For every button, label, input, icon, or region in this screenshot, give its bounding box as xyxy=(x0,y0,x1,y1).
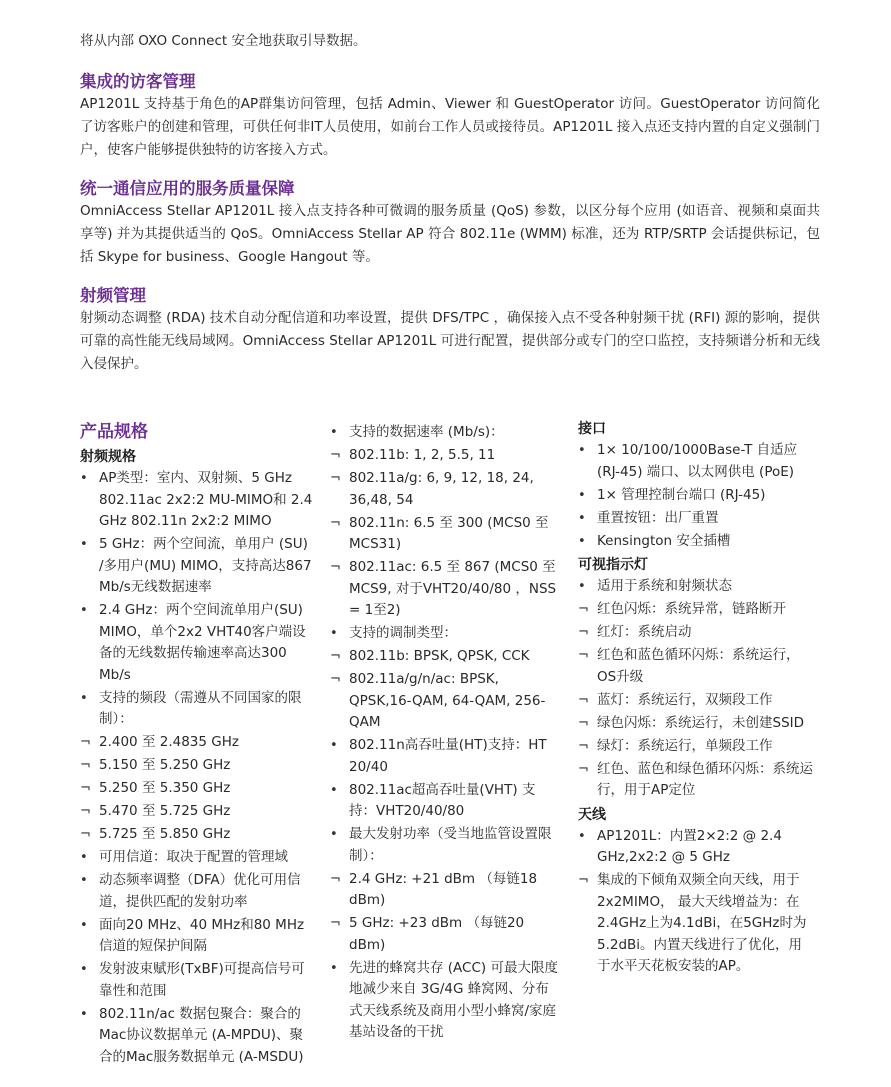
list-item-text: 2.400 至 2.4835 GHz xyxy=(99,734,239,750)
list-item xyxy=(578,690,814,712)
sub-bullet-icon: ¬ xyxy=(80,827,91,842)
list-item-text: 可用信道：取决于配置的管理域 xyxy=(99,849,288,865)
list-item xyxy=(80,600,315,686)
sub-bullet-icon: ¬ xyxy=(330,515,341,531)
sub-bullet-icon: ¬ xyxy=(330,448,341,463)
sub-bullet-icon: ¬ xyxy=(80,758,91,773)
list-item xyxy=(330,824,562,867)
list-item-text: 802.11b: 1, 2, 5.5, 11 xyxy=(349,447,496,463)
list-item xyxy=(578,736,814,758)
list-item xyxy=(80,847,315,869)
sub-bullet-icon: ¬ xyxy=(330,471,341,486)
list-item-text: 动态频率调整（DFA）优化可用信道，提供匹配的发射功率 xyxy=(99,872,301,910)
list-item xyxy=(330,958,562,1044)
bullet-icon: • xyxy=(80,850,88,865)
list-item xyxy=(578,759,814,802)
list-item xyxy=(80,801,315,823)
list-item-text: 2.4 GHz: +21 dBm （每链18 dBm) xyxy=(349,870,538,908)
sub-bullet-icon: ¬ xyxy=(578,738,589,754)
bullet-icon: • xyxy=(578,487,586,503)
list-item-text: 1× 10/100/1000Base-T 自适应 (RJ-45) 端口、以太网供电 (PoE) xyxy=(597,442,798,480)
list-item-text: 红色闪烁：系统异常，链路断开 xyxy=(597,601,786,617)
spec-column-2 xyxy=(330,422,562,1046)
list-item xyxy=(80,688,315,731)
sub-bullet-icon: ¬ xyxy=(578,602,589,617)
list-item-text: 5.250 至 5.350 GHz xyxy=(99,780,231,796)
bullet-icon: • xyxy=(330,782,338,798)
list-item xyxy=(578,599,814,621)
bullet-icon: • xyxy=(80,873,88,888)
list-item-text: 5 GHz：两个空间流，单用户 (SU) /多用户(MU) MIMO，支持高达867 Mb/s无线数据速率 xyxy=(99,536,312,595)
section-title-guest: 集成的访客管理 xyxy=(80,72,196,91)
list-item xyxy=(330,513,562,556)
list-item xyxy=(80,755,315,777)
list-item xyxy=(578,508,814,530)
list-item xyxy=(578,576,814,598)
bullet-icon: • xyxy=(80,1006,88,1022)
sub-bullet-icon: ¬ xyxy=(80,781,91,796)
list-item xyxy=(578,485,814,507)
antenna-list xyxy=(578,826,814,978)
leds-list xyxy=(578,576,814,802)
list-item-text: 适用于系统和射频状态 xyxy=(597,578,732,594)
list-item xyxy=(330,869,562,912)
list-item xyxy=(80,778,315,800)
list-item xyxy=(330,623,562,645)
bullet-icon: • xyxy=(578,579,586,594)
sub-bullet-icon: ¬ xyxy=(578,648,589,663)
list-item-text: 支持的频段（需遵从不同国家的限制）： xyxy=(99,689,302,727)
spec-column-3 xyxy=(578,418,814,980)
list-item xyxy=(80,732,315,754)
sub-bullet-icon: ¬ xyxy=(330,649,341,664)
page-top xyxy=(80,30,820,392)
list-item-text: 5 GHz: +23 dBm （每链20 dBm) xyxy=(349,915,525,953)
list-item-text: 2.4 GHz：两个空间流单用户(SU) MIMO，单个2x2 VHT40客户端设备的无线数据传输速率高达300 Mb/s xyxy=(99,602,306,683)
list-item-text: 1× 管理控制台端口 (RJ-45) xyxy=(597,486,766,503)
list-item-text: 802.11b: BPSK, QPSK, CCK xyxy=(349,648,530,664)
bullet-icon: • xyxy=(330,738,338,753)
list-item-text: 802.11n高吞吐量(HT)支持：HT 20/40 xyxy=(349,737,547,775)
list-item-text: 绿色闪烁：系统运行，未创建SSID xyxy=(597,714,805,731)
bullet-icon: • xyxy=(330,425,338,440)
list-item xyxy=(330,669,562,734)
list-item-text: 红色、蓝色和绿色循环闪烁：系统运行，用于AP定位 xyxy=(597,760,813,798)
sub-bullet-icon: ¬ xyxy=(330,871,341,887)
bullet-icon: • xyxy=(80,917,88,933)
list-item-text: 802.11n/ac 数据包聚合：聚合的Mac协议数据单元 (A-MPDU)、聚合的Mac服务数据单元 (A-MSDU) xyxy=(99,1005,304,1065)
list-item-text: 5.150 至 5.250 GHz xyxy=(99,757,231,773)
list-item xyxy=(80,468,315,533)
list-item-text: AP类型：室内、双射频、5 GHz 802.11ac 2x2:2 MU-MIMO和 2.4 GHz 802.11n 2x2:2 MIMO xyxy=(99,470,313,529)
bullet-icon: • xyxy=(578,828,586,844)
section-body-guest: AP1201L 支持基于角色的AP群集访问管理，包括 Admin、Viewer 和 GuestOperator 访问。GuestOperator 访问简化了访客账户的创建和管理，可供任何非IT人员使用，如前台工作人员或接待员。AP1201L 接入点还支持内置的自定义强制门户，使客户能够提供独特的访客接入方式。 xyxy=(80,96,820,158)
list-item-text: 集成的下倾角双频全向天线，用于2x2MIMO， 最大天线增益为：在 2.4GHz上为4.1dBi，在5GHz时为5.2dBi。内置天线进行了优化，用于水平天花板安装的AP。 xyxy=(597,872,807,974)
list-item xyxy=(578,531,814,553)
list-item-text: AP1201L：内置2×2:2 @ 2.4 GHz,2x2:2 @ 5 GHz xyxy=(597,827,782,865)
sub-bullet-icon: ¬ xyxy=(578,873,589,888)
list-item-text: 5.470 至 5.725 GHz xyxy=(99,803,231,819)
list-item-text: 802.11ac超高吞吐量(VHT) 支持：VHT20/40/80 xyxy=(349,781,536,819)
sub-bullet-icon: ¬ xyxy=(578,692,589,708)
bullet-icon: • xyxy=(80,537,88,552)
rate-spec-list xyxy=(330,422,562,1044)
list-item xyxy=(330,780,562,823)
list-item xyxy=(80,870,315,913)
list-item xyxy=(330,735,562,778)
bullet-icon: • xyxy=(80,690,88,706)
sub-bullet-icon: ¬ xyxy=(578,625,589,640)
bullet-icon: • xyxy=(330,960,338,976)
list-item xyxy=(330,913,562,956)
list-item-text: 802.11a/g: 6, 9, 12, 18, 24, 36,48, 54 xyxy=(349,470,534,508)
section-body-rf: 射频动态调整 (RDA) 技术自动分配信道和功率设置，提供 DFS/TPC ，确保接入点不受各种射频干扰 (RFI) 源的影响，提供可靠的高性能无线局域网。OmniAccess Stellar AP1201L 可进行配置，提供部分或专门的空口监控，支持频谱分析和无线入侵保护。 xyxy=(80,310,820,372)
list-item-text: 802.11n: 6.5 至 300 (MCS0 至 MCS31) xyxy=(349,514,549,552)
interfaces-title: 接口 xyxy=(578,421,606,437)
bullet-icon: • xyxy=(578,443,586,458)
sub-bullet-icon: ¬ xyxy=(578,715,589,731)
sub-bullet-icon: ¬ xyxy=(578,761,589,777)
rf-spec-list xyxy=(80,468,315,1068)
bullet-icon: • xyxy=(330,827,338,842)
section-title-qos: 统一通信应用的服务质量保障 xyxy=(80,179,295,198)
list-item xyxy=(330,445,562,467)
spec-columns xyxy=(80,420,820,1080)
bullet-icon: • xyxy=(80,471,88,486)
list-item-text: 先进的蜂窝共存 (ACC) 可最大限度地减少来自 3G/4G 蜂窝网、分布式天线系统及商用小型小蜂窝/家庭基站设备的干扰 xyxy=(349,959,558,1040)
list-item xyxy=(80,1004,315,1069)
list-item xyxy=(578,622,814,644)
list-item-text: 面向20 MHz、40 MHz和80 MHz信道的短保护间隔 xyxy=(99,916,305,954)
sub-bullet-icon: ¬ xyxy=(80,735,91,750)
list-item xyxy=(80,915,315,958)
list-item xyxy=(330,422,562,444)
spec-title: 产品规格 xyxy=(80,422,148,442)
sub-bullet-icon: ¬ xyxy=(330,672,341,687)
list-item xyxy=(578,645,814,688)
list-item-text: Kensington 安全插槽 xyxy=(597,532,731,549)
list-item-text: 5.725 至 5.850 GHz xyxy=(99,826,231,842)
leds-title: 可视指示灯 xyxy=(578,557,648,573)
list-item-text: 发射波束赋形(TxBF)可提高信号可靠性和范围 xyxy=(99,961,305,999)
list-item xyxy=(578,826,814,869)
bullet-icon: • xyxy=(330,626,338,641)
interfaces-list xyxy=(578,440,814,552)
list-item-text: 红灯：系统启动 xyxy=(597,624,692,640)
rf-spec-title: 射频规格 xyxy=(80,449,136,465)
list-item xyxy=(80,959,315,1002)
spec-column-1 xyxy=(80,420,315,1070)
sub-bullet-icon: ¬ xyxy=(80,804,91,819)
list-item xyxy=(578,440,814,483)
section-body-qos: OmniAccess Stellar AP1201L 接入点支持各种可微调的服务质量 (QoS) 参数，以区分每个应用 (如语音、视频和桌面共享等) 并为其提供适当的 QoS。OmniAccess Stellar AP 符合 802.11e (WMM) 标准，还为 RTP/SRTP 会话提供标记，包括 Skype for business、Google Hangout 等。 xyxy=(80,203,820,265)
antenna-title: 天线 xyxy=(578,806,606,823)
sub-bullet-icon: ¬ xyxy=(330,560,341,575)
list-item-text: 802.11ac: 6.5 至 867 (MCS0 至MCS9, 对于VHT20/40/80 ，NSS = 1至2) xyxy=(349,559,557,618)
list-item xyxy=(330,557,562,622)
bullet-icon: • xyxy=(578,533,586,549)
bullet-icon: • xyxy=(80,603,88,618)
list-item-text: 蓝灯：系统运行，双频段工作 xyxy=(597,691,773,708)
section-title-rf: 射频管理 xyxy=(80,286,146,305)
list-item-text: 重置按钮：出厂重置 xyxy=(597,509,719,526)
list-item-text: 最大发射功率（受当地监管设置限制）： xyxy=(349,826,552,864)
list-item xyxy=(330,468,562,511)
list-item-text: 支持的数据速率 (Mb/s)： xyxy=(349,424,504,440)
list-item xyxy=(80,824,315,846)
list-item xyxy=(578,713,814,735)
intro-text: 将从内部 OXO Connect 安全地获取引导数据。 xyxy=(80,33,367,49)
bullet-icon: • xyxy=(578,510,586,526)
bullet-icon: • xyxy=(80,962,88,977)
list-item-text: 802.11a/g/n/ac: BPSK, QPSK,16-QAM, 64-QAM, 256-QAM xyxy=(349,671,546,730)
list-item-text: 支持的调制类型： xyxy=(349,625,457,641)
list-item-text: 红色和蓝色循环闪烁：系统运行，OS升级 xyxy=(597,647,800,685)
list-item xyxy=(330,646,562,668)
list-item xyxy=(578,870,814,978)
list-item-text: 绿灯：系统运行，单频段工作 xyxy=(597,737,773,754)
list-item xyxy=(80,534,315,599)
sub-bullet-icon: ¬ xyxy=(330,916,341,931)
